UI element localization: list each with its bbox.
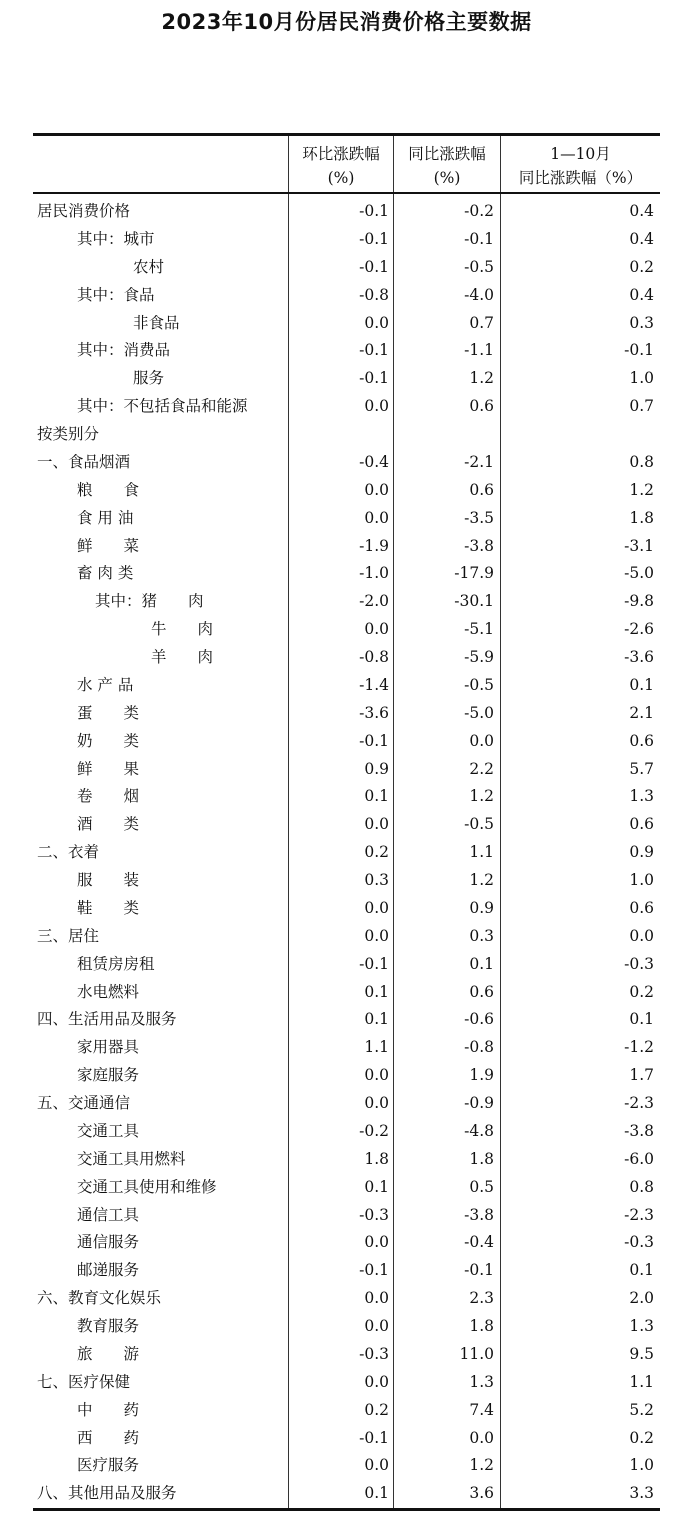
- header-ytd-line1: 1—10月: [550, 145, 611, 163]
- cpi-table: [33, 133, 660, 1511]
- table-row: [33, 979, 660, 1007]
- ytd-value: 0.1: [629, 1010, 654, 1029]
- table-row: [33, 644, 660, 672]
- yoy-value: -0.6: [464, 1010, 494, 1029]
- ytd-value: 3.3: [629, 1484, 654, 1503]
- mom-value: 0.0: [364, 480, 389, 499]
- row-label: 其中：食品: [77, 285, 155, 304]
- yoy-value: -0.5: [464, 675, 494, 694]
- mom-value: 0.0: [364, 1456, 389, 1475]
- yoy-value: 0.5: [469, 1177, 494, 1196]
- ytd-value: -1.2: [624, 1038, 654, 1057]
- ytd-value: -6.0: [624, 1149, 654, 1168]
- header-mom: [289, 142, 393, 190]
- mom-value: -1.9: [359, 536, 389, 555]
- ytd-value: 0.3: [629, 313, 654, 332]
- yoy-value: -5.1: [464, 620, 494, 639]
- mom-value: -0.1: [359, 229, 389, 248]
- ytd-value: 0.0: [629, 926, 654, 945]
- table-body: [33, 198, 660, 1508]
- table-row: [33, 1397, 660, 1425]
- header-mom-line2: (%): [327, 169, 355, 187]
- table-row: [33, 1202, 660, 1230]
- row-label: 酒 类: [77, 815, 140, 834]
- yoy-value: 11.0: [459, 1344, 494, 1363]
- table-row: [33, 895, 660, 923]
- mom-value: 0.2: [364, 843, 389, 862]
- row-label: 一、食品烟酒: [37, 452, 131, 471]
- table-row: [33, 1257, 660, 1285]
- mom-value: 0.0: [364, 898, 389, 917]
- table-row: [33, 1146, 660, 1174]
- table-row: [33, 477, 660, 505]
- ytd-value: -2.6: [624, 620, 654, 639]
- table-row: [33, 337, 660, 365]
- table-row: [33, 700, 660, 728]
- row-label: 西 药: [77, 1428, 140, 1447]
- row-label: 水电燃料: [77, 982, 140, 1001]
- row-label: 其中：消费品: [77, 341, 171, 360]
- yoy-value: 3.6: [469, 1484, 494, 1503]
- yoy-value: 1.1: [469, 843, 494, 862]
- mom-value: 0.1: [364, 982, 389, 1001]
- row-label: 鲜 果: [77, 759, 140, 778]
- mom-value: -0.1: [359, 1261, 389, 1280]
- mom-value: 0.1: [364, 1177, 389, 1196]
- table-row: [33, 616, 660, 644]
- table-row: [33, 421, 660, 449]
- table-row: [33, 1006, 660, 1034]
- ytd-value: -3.6: [624, 648, 654, 666]
- mom-value: -0.2: [359, 1121, 389, 1140]
- mom-value: 0.1: [364, 787, 389, 806]
- header-yoy: [394, 142, 500, 190]
- table-row: [33, 365, 660, 393]
- yoy-value: 0.1: [469, 954, 494, 973]
- table-row: [33, 505, 660, 533]
- ytd-value: -2.3: [624, 1205, 654, 1224]
- row-label: 服务: [133, 369, 165, 388]
- yoy-value: 1.9: [469, 1066, 494, 1085]
- ytd-value: -5.0: [624, 564, 654, 583]
- mom-value: 0.0: [364, 397, 389, 416]
- yoy-value: -0.9: [464, 1094, 494, 1112]
- ytd-value: 1.0: [629, 369, 654, 388]
- table-row: [33, 923, 660, 951]
- yoy-value: -5.0: [464, 703, 494, 722]
- ytd-value: -3.8: [624, 1121, 654, 1140]
- ytd-value: 2.1: [629, 703, 654, 722]
- row-label: 五、交通通信: [37, 1094, 131, 1112]
- ytd-value: 0.4: [629, 229, 654, 248]
- mom-value: -0.1: [359, 257, 389, 276]
- table-header: [33, 136, 660, 194]
- page-title: 2023年10月份居民消费价格主要数据: [161, 10, 532, 34]
- mom-value: 0.0: [364, 1372, 389, 1391]
- ytd-value: 0.2: [629, 982, 654, 1001]
- yoy-value: 0.0: [469, 1428, 494, 1447]
- mom-value: 0.0: [364, 1233, 389, 1252]
- row-label: 邮递服务: [77, 1261, 140, 1280]
- yoy-value: -0.2: [464, 202, 494, 220]
- row-label: 粮 食: [77, 480, 140, 499]
- yoy-value: 0.0: [469, 731, 494, 750]
- table-row: [33, 1090, 660, 1118]
- mom-value: -0.1: [359, 954, 389, 973]
- yoy-value: 0.3: [469, 926, 494, 945]
- yoy-value: -2.1: [464, 452, 494, 471]
- mom-value: -0.4: [359, 452, 389, 471]
- header-yoy-line1: 同比涨跌幅: [408, 145, 486, 163]
- yoy-value: -0.1: [464, 229, 494, 248]
- table-row: [33, 1062, 660, 1090]
- row-label: 家用器具: [77, 1038, 140, 1057]
- ytd-value: 1.1: [629, 1372, 654, 1391]
- yoy-value: 1.3: [469, 1372, 494, 1391]
- yoy-value: -4.8: [464, 1121, 494, 1140]
- yoy-value: -4.0: [464, 285, 494, 304]
- mom-value: -0.1: [359, 1428, 389, 1447]
- mom-value: 0.0: [364, 1289, 389, 1308]
- yoy-value: -0.8: [464, 1038, 494, 1057]
- table-row: [33, 226, 660, 254]
- table-row: [33, 839, 660, 867]
- row-label: 其中：城市: [77, 229, 155, 248]
- ytd-value: 1.0: [629, 1456, 654, 1475]
- table-row: [33, 1313, 660, 1341]
- mom-value: 0.9: [364, 759, 389, 778]
- mom-value: -0.1: [359, 341, 389, 360]
- mom-value: -0.3: [359, 1344, 389, 1363]
- row-label: 七、医疗保健: [37, 1372, 131, 1391]
- mom-value: 0.1: [364, 1484, 389, 1503]
- ytd-value: 1.3: [629, 787, 654, 806]
- mom-value: -0.3: [359, 1205, 389, 1224]
- row-label: 服 装: [77, 871, 140, 889]
- ytd-value: 0.6: [629, 731, 654, 750]
- yoy-value: 1.8: [469, 1149, 494, 1168]
- ytd-value: 5.2: [629, 1400, 654, 1419]
- mom-value: -0.8: [359, 648, 389, 666]
- table-row: [33, 449, 660, 477]
- row-label: 旅 游: [77, 1344, 140, 1363]
- mom-value: 0.2: [364, 1400, 389, 1419]
- yoy-value: 1.2: [469, 369, 494, 388]
- ytd-value: 1.3: [629, 1317, 654, 1335]
- table-row: [33, 198, 660, 226]
- mom-value: 0.0: [364, 1094, 389, 1112]
- mom-value: 0.0: [364, 313, 389, 332]
- mom-value: -0.1: [359, 731, 389, 750]
- row-label: 交通工具: [77, 1121, 140, 1140]
- ytd-value: 0.8: [629, 1177, 654, 1196]
- yoy-value: -0.5: [464, 257, 494, 276]
- ytd-value: 0.1: [629, 1261, 654, 1280]
- ytd-value: -3.1: [624, 536, 654, 555]
- mom-value: 0.0: [364, 1317, 389, 1335]
- row-label: 家庭服务: [77, 1066, 140, 1085]
- table-row: [33, 756, 660, 784]
- ytd-value: 0.6: [629, 898, 654, 917]
- table-row: [33, 1480, 660, 1508]
- row-label: 租赁房房租: [77, 954, 155, 973]
- ytd-value: 1.7: [629, 1066, 654, 1085]
- table-row: [33, 1369, 660, 1397]
- table-row: [33, 310, 660, 338]
- row-label: 蛋 类: [77, 703, 140, 722]
- table-row: [33, 783, 660, 811]
- row-label: 居民消费价格: [37, 202, 131, 220]
- ytd-value: -0.3: [624, 954, 654, 973]
- row-label: 食 用 油: [77, 508, 134, 527]
- row-label: 卷 烟: [77, 787, 140, 806]
- row-label: 羊 肉: [151, 648, 214, 666]
- mom-value: -0.1: [359, 202, 389, 220]
- table-row: [33, 1341, 660, 1369]
- yoy-value: 0.6: [469, 480, 494, 499]
- table-row: [33, 672, 660, 700]
- ytd-value: 0.6: [629, 815, 654, 834]
- mom-value: -1.0: [359, 564, 389, 583]
- yoy-value: 0.9: [469, 898, 494, 917]
- yoy-value: 7.4: [469, 1400, 494, 1419]
- yoy-value: 1.2: [469, 1456, 494, 1475]
- table-row: [33, 811, 660, 839]
- table-row: [33, 588, 660, 616]
- yoy-value: 2.3: [469, 1289, 494, 1308]
- mom-value: -0.1: [359, 369, 389, 388]
- table-row: [33, 1285, 660, 1313]
- yoy-value: -1.1: [464, 341, 494, 360]
- row-label: 其中：不包括食品和能源: [77, 397, 248, 416]
- ytd-value: 2.0: [629, 1289, 654, 1308]
- ytd-value: 5.7: [629, 759, 654, 778]
- table-row: [33, 951, 660, 979]
- table-row: [33, 282, 660, 310]
- mom-value: -1.4: [359, 675, 389, 694]
- mom-value: 1.8: [364, 1149, 389, 1168]
- ytd-value: 0.7: [629, 397, 654, 416]
- yoy-value: -0.5: [464, 815, 494, 834]
- yoy-value: 0.6: [469, 982, 494, 1001]
- ytd-value: 0.9: [629, 843, 654, 862]
- row-label: 交通工具使用和维修: [77, 1177, 217, 1196]
- table-row: [33, 560, 660, 588]
- row-label: 通信工具: [77, 1205, 140, 1224]
- table-row: [33, 1118, 660, 1146]
- yoy-value: 0.7: [469, 313, 494, 332]
- ytd-value: 1.8: [629, 508, 654, 527]
- row-label: 八、其他用品及服务: [37, 1484, 177, 1503]
- row-label: 水 产 品: [77, 675, 134, 694]
- yoy-value: -5.9: [464, 648, 494, 666]
- ytd-value: 0.1: [629, 675, 654, 694]
- mom-value: 0.0: [364, 508, 389, 527]
- row-label: 非食品: [133, 313, 180, 332]
- mom-value: 0.0: [364, 620, 389, 639]
- mom-value: 0.0: [364, 926, 389, 945]
- header-ytd-line2: 同比涨跌幅（%）: [518, 169, 643, 187]
- header-ytd: [501, 142, 660, 190]
- yoy-value: -3.5: [464, 508, 494, 527]
- yoy-value: 1.2: [469, 871, 494, 889]
- ytd-value: -9.8: [624, 592, 654, 611]
- row-label: 奶 类: [77, 731, 140, 750]
- row-label: 按类别分: [37, 425, 100, 443]
- ytd-value: 1.0: [629, 871, 654, 889]
- row-label: 二、衣着: [37, 843, 100, 862]
- yoy-value: -17.9: [454, 564, 494, 583]
- yoy-value: -3.8: [464, 536, 494, 555]
- table-row: [33, 1452, 660, 1480]
- yoy-value: 2.2: [469, 759, 494, 778]
- table-row: [33, 728, 660, 756]
- yoy-value: -30.1: [454, 592, 494, 611]
- row-label: 鲜 菜: [77, 536, 140, 555]
- mom-value: 0.3: [364, 871, 389, 889]
- ytd-value: 9.5: [629, 1344, 654, 1363]
- row-label: 其中：猪 肉: [95, 592, 204, 611]
- table-row: [33, 1229, 660, 1257]
- row-label: 畜 肉 类: [77, 564, 134, 583]
- ytd-value: 0.2: [629, 1428, 654, 1447]
- mom-value: 0.0: [364, 815, 389, 834]
- mom-value: -0.8: [359, 285, 389, 304]
- ytd-value: -0.1: [624, 341, 654, 360]
- ytd-value: -2.3: [624, 1094, 654, 1112]
- mom-value: 1.1: [364, 1038, 389, 1057]
- ytd-value: 0.2: [629, 257, 654, 276]
- row-label: 四、生活用品及服务: [37, 1010, 177, 1029]
- ytd-value: 0.4: [629, 202, 654, 220]
- row-label: 通信服务: [77, 1233, 140, 1252]
- row-label: 中 药: [77, 1400, 140, 1419]
- table-row: [33, 393, 660, 421]
- table-row: [33, 1034, 660, 1062]
- row-label: 三、居住: [37, 926, 100, 945]
- header-yoy-line2: (%): [433, 169, 461, 187]
- row-label: 六、教育文化娱乐: [37, 1289, 162, 1308]
- yoy-value: 0.6: [469, 397, 494, 416]
- table-row: [33, 867, 660, 895]
- yoy-value: -0.1: [464, 1261, 494, 1280]
- row-label: 交通工具用燃料: [77, 1149, 186, 1168]
- ytd-value: 0.8: [629, 452, 654, 471]
- ytd-value: -0.3: [624, 1233, 654, 1252]
- table-row: [33, 533, 660, 561]
- yoy-value: -3.8: [464, 1205, 494, 1224]
- row-label: 农村: [133, 257, 165, 276]
- mom-value: 0.0: [364, 1066, 389, 1085]
- mom-value: 0.1: [364, 1010, 389, 1029]
- ytd-value: 1.2: [629, 480, 654, 499]
- header-mom-line1: 环比涨跌幅: [302, 145, 380, 163]
- row-label: 牛 肉: [151, 620, 214, 639]
- table-row: [33, 1174, 660, 1202]
- yoy-value: 1.2: [469, 787, 494, 806]
- table-row: [33, 1425, 660, 1453]
- yoy-value: 1.8: [469, 1317, 494, 1335]
- table-row: [33, 254, 660, 282]
- yoy-value: -0.4: [464, 1233, 494, 1252]
- mom-value: -2.0: [359, 592, 389, 611]
- ytd-value: 0.4: [629, 285, 654, 304]
- row-label: 鞋 类: [77, 898, 140, 917]
- mom-value: -3.6: [359, 703, 389, 722]
- row-label: 教育服务: [77, 1317, 140, 1335]
- row-label: 医疗服务: [77, 1456, 140, 1475]
